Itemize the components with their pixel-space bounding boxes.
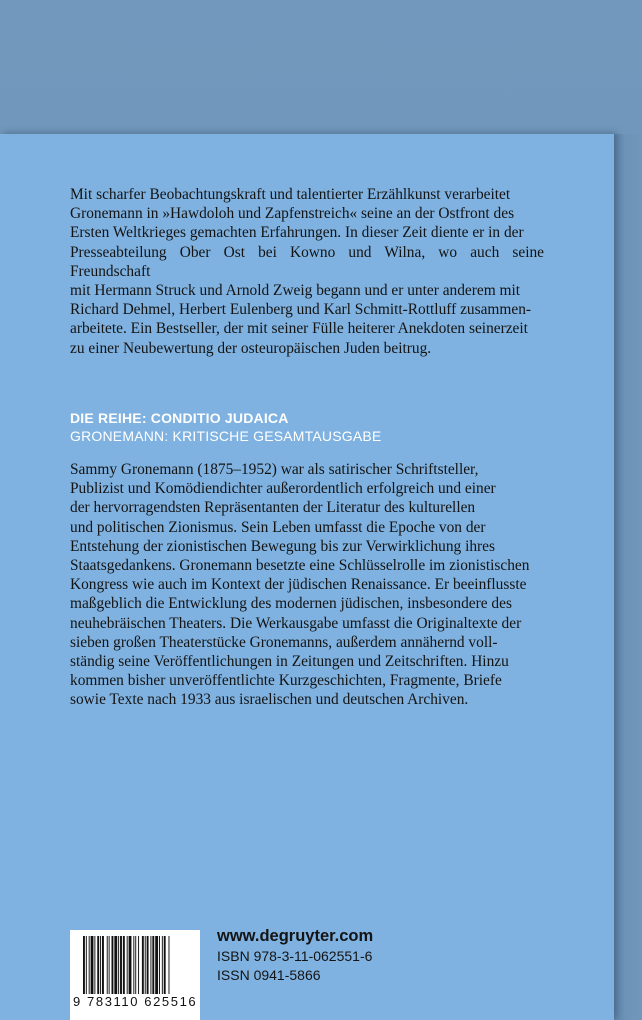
- bio-line: neuhebräischen Theaters. Die Werkausgabe umfasst die Originaltexte der: [70, 614, 522, 632]
- series-subheading: GRONEMANN: KRITISCHE GESAMTAUSGABE: [70, 428, 382, 444]
- publisher-info: [217, 926, 373, 985]
- bio-line: der hervorragendsten Repräsentanten der Literatur des kulturellen: [70, 499, 476, 517]
- barcode-bar: [142, 936, 144, 994]
- barcode-bar: [127, 936, 128, 994]
- barcode-bar: [164, 936, 166, 994]
- barcode-bar: [133, 936, 134, 994]
- blurb-line: Mit scharfer Beobachtungskraft und talentierter Erzählkunst verarbeitet: [70, 186, 511, 203]
- barcode-bar: [94, 936, 95, 994]
- blurb-line: mit Hermann Struck und Arnold Zweig begann und er unter anderem mit: [70, 282, 521, 300]
- barcode-bar: [91, 936, 94, 994]
- barcode-bar: [147, 936, 149, 994]
- blurb-line: zu einer Neubewertung der osteuropäischen Juden beitrug.: [70, 339, 432, 357]
- barcode-bar: [129, 936, 132, 994]
- book-edge-shadow: [614, 134, 642, 1020]
- barcode-bar: [97, 936, 99, 994]
- barcode-bar: [120, 936, 122, 994]
- barcode-bar: [89, 936, 90, 994]
- blurb-line: Presseabteilung Ober Ost bei Kowno und Wilna, wo auch seine Freundschaft: [70, 243, 544, 280]
- barcode-bar: [86, 936, 87, 994]
- blurb-line: Richard Dehmel, Herbert Eulenberg und Karl Schmitt-Rottluff zusammen-: [70, 301, 532, 319]
- bio-line: kommen bisher unveröffentlichte Kurzgeschichten, Fragmente, Briefe: [70, 672, 502, 690]
- bio-paragraph: [70, 460, 556, 710]
- bio-line: und politischen Zionismus. Sein Leben umfasst die Epoche von der: [70, 518, 486, 536]
- blurb-line: Gronemann in »Hawdoloh und Zapfenstreich« seine an der Ostfront des: [70, 205, 515, 223]
- barcode-bar: [145, 936, 146, 994]
- barcode-bar: [114, 936, 117, 994]
- barcode-bar: [107, 936, 108, 994]
- barcode-bar: [83, 936, 85, 994]
- bio-line: Kongress wie auch im Kontext der jüdischen Renaissance. Er beeinflusste: [70, 576, 527, 594]
- barcode-digits: 9 783110 625516: [73, 994, 198, 1009]
- bio-line: ständig seine Veröffentlichungen in Zeitungen und Zeitschriften. Hinzu: [70, 653, 509, 671]
- barcode-bar: [155, 936, 158, 994]
- barcode-bar: [100, 936, 101, 994]
- blurb-paragraph: [70, 185, 544, 358]
- bio-line: Sammy Gronemann (1875–1952) war als satirischer Schriftsteller,: [70, 461, 479, 478]
- barcode: [70, 930, 200, 1020]
- barcode-bar: [102, 936, 104, 994]
- barcode-bar: [150, 936, 151, 994]
- barcode-bar: [138, 936, 139, 994]
- bio-line: Publizist und Komödiendichter außerordentlich erfolgreich und einer: [70, 480, 496, 498]
- bio-line: Entstehung der zionistischen Bewegung bis zur Verwirklichung ihres: [70, 537, 496, 555]
- barcode-bar: [118, 936, 119, 994]
- bio-line: maßgeblich die Entwicklung des modernen jüdischen, insbesondere des: [70, 595, 512, 613]
- bio-line: sowie Texte nach 1933 aus israelischen und deutschen Archiven.: [70, 691, 469, 709]
- barcode-bar: [159, 936, 160, 994]
- isbn-text: ISBN 978-3-11-062551-6: [217, 948, 373, 964]
- blurb-line: arbeitete. Ein Bestseller, der mit seiner Fülle heiterer Anekdoten seinerzeit: [70, 320, 528, 338]
- series-heading: DIE REIHE: CONDITIO JUDAICA: [70, 410, 289, 426]
- publisher-url[interactable]: www.degruyter.com: [217, 927, 374, 945]
- barcode-bar: [135, 936, 136, 994]
- bio-line: Staatsgedankens. Gronemann besetzte eine Schlüsselrolle im zionistischen: [70, 557, 530, 575]
- bio-line: sieben großen Theaterstücke Gronemanns, außerdem annähernd voll-: [70, 633, 498, 651]
- barcode-bars-icon: [83, 936, 189, 994]
- issn-text: ISSN 0941-5866: [217, 967, 321, 983]
- barcode-bar: [123, 936, 125, 994]
- blurb-line: Ersten Weltkrieges gemachten Erfahrungen. In dieser Zeit diente er in der: [70, 224, 524, 242]
- barcode-bar: [162, 936, 163, 994]
- barcode-bar: [152, 936, 154, 994]
- barcode-bar: [169, 936, 170, 994]
- barcode-bar: [109, 936, 110, 994]
- barcode-bar: [112, 936, 114, 994]
